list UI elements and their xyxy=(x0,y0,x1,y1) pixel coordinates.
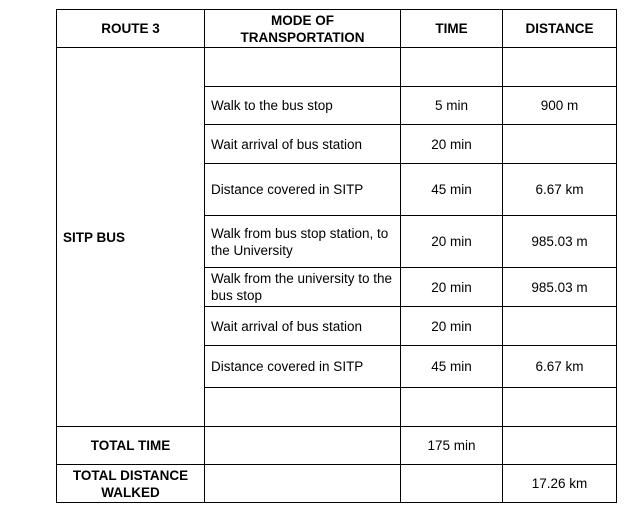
mode-cell: Walk from bus stop station, to the University xyxy=(205,216,401,268)
total-distance-label: TOTAL DISTANCE WALKED xyxy=(57,465,205,503)
distance-cell: 6.67 km xyxy=(503,346,617,388)
mode-cell xyxy=(205,465,401,503)
distance-cell xyxy=(503,48,617,87)
total-distance-value: 17.26 km xyxy=(503,465,617,503)
time-cell xyxy=(401,388,503,427)
header-mode: MODE OF TRANSPORTATION xyxy=(205,10,401,48)
mode-cell: Walk from the university to the bus stop xyxy=(205,268,401,307)
time-cell: 20 min xyxy=(401,307,503,346)
table-row xyxy=(57,48,617,87)
group-label: SITP BUS xyxy=(57,48,205,427)
mode-cell xyxy=(205,427,401,465)
mode-cell: Wait arrival of bus station xyxy=(205,125,401,164)
mode-cell: Distance covered in SITP xyxy=(205,346,401,388)
header-distance: DISTANCE xyxy=(503,10,617,48)
header-time: TIME xyxy=(401,10,503,48)
distance-cell: 985.03 m xyxy=(503,216,617,268)
time-cell: 5 min xyxy=(401,87,503,125)
distance-cell: 6.67 km xyxy=(503,164,617,216)
time-cell: 20 min xyxy=(401,268,503,307)
header-route: ROUTE 3 xyxy=(57,10,205,48)
mode-cell: Distance covered in SITP xyxy=(205,164,401,216)
time-cell: 20 min xyxy=(401,125,503,164)
distance-cell xyxy=(503,427,617,465)
total-distance-row xyxy=(57,465,617,503)
header-row xyxy=(57,10,617,48)
mode-cell xyxy=(205,388,401,427)
time-cell: 20 min xyxy=(401,216,503,268)
distance-cell xyxy=(503,307,617,346)
mode-cell: Walk to the bus stop xyxy=(205,87,401,125)
mode-cell xyxy=(205,48,401,87)
distance-cell: 985.03 m xyxy=(503,268,617,307)
time-cell: 45 min xyxy=(401,346,503,388)
time-cell xyxy=(401,48,503,87)
mode-cell: Wait arrival of bus station xyxy=(205,307,401,346)
total-time-value: 175 min xyxy=(401,427,503,465)
total-time-row xyxy=(57,427,617,465)
time-cell: 45 min xyxy=(401,164,503,216)
route-table xyxy=(56,9,617,503)
total-time-label: TOTAL TIME xyxy=(57,427,205,465)
distance-cell xyxy=(503,388,617,427)
distance-cell xyxy=(503,125,617,164)
distance-cell: 900 m xyxy=(503,87,617,125)
time-cell xyxy=(401,465,503,503)
